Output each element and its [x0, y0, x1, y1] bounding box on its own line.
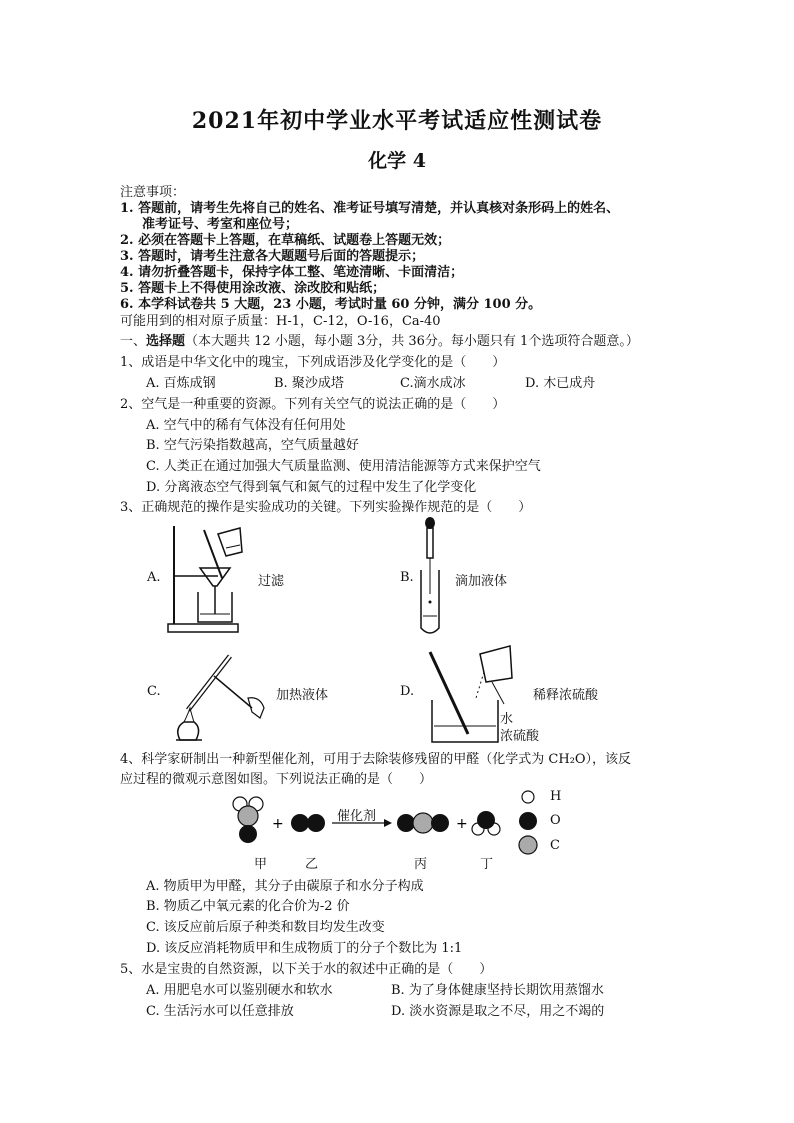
legend-o: O [550, 813, 561, 828]
filtration-apparatus-icon [160, 518, 245, 636]
oxygen-atom [291, 814, 309, 832]
q1-option-c: C.滴水成冰 [400, 376, 466, 391]
q3-stem: 3、正确规范的操作是实验成功的关键。下列实验操作规范的是（ ） [120, 500, 532, 515]
exam-title: 2021年初中学业水平考试适应性测试卷 [191, 108, 603, 134]
carbon-atom [238, 806, 258, 826]
q5-option-d: D. 淡水资源是取之不尽，用之不竭的 [391, 1004, 605, 1019]
catalyst-label: 催化剂 [337, 809, 377, 824]
q3-option-a-text: 过滤 [258, 574, 285, 589]
notice-item: 1. 答题前，请考生先将自己的姓名、准考证号填写清楚，并认真核对条形码上的姓名、 [120, 201, 620, 216]
notice-item: 4. 请勿折叠答题卡，保持字体工整、笔迹清晰、卡面清洁； [120, 265, 464, 280]
notice-item: 2. 必须在答题卡上答题，在草稿纸、试题卷上答题无效； [120, 233, 451, 248]
notice-item: 5. 答题卡上不得使用涂改液、涂改胶和贴纸； [120, 281, 386, 296]
heating-liquid-icon [168, 648, 268, 744]
oxygen-atom [397, 814, 415, 832]
q3-option-d-text: 稀释浓硫酸 [533, 688, 599, 703]
oxygen-atom [477, 811, 495, 829]
dropper-test-tube-icon [415, 516, 445, 640]
notice-heading: 注意事项： [120, 185, 186, 200]
reaction-diagram [228, 785, 578, 863]
q1-option-a: A. 百炼成钢 [146, 376, 216, 391]
q3-option-b-letter: B. [400, 570, 414, 585]
q1-option-d: D. 木已成舟 [525, 376, 596, 391]
notice-item: 6. 本学科试卷共 5 大题，23 小题，考试时量 60 分钟，满分 100 分。 [120, 297, 542, 312]
atomic-masses: 可能用到的相对原子质量：H-1，C-12，O-16，Ca-40 [120, 314, 441, 329]
q4-option-c: C. 该反应前后原子种类和数目均发生改变 [146, 920, 385, 935]
q3-option-b-text: 滴加液体 [455, 574, 508, 589]
oxygen-atom [307, 814, 325, 832]
q4-option-b: B. 物质乙中氧元素的化合价为-2 价 [146, 899, 350, 914]
q3-option-c-text: 加热液体 [276, 688, 329, 703]
q5-stem: 5、水是宝贵的自然资源，以下关于水的叙述中正确的是（ ） [120, 962, 493, 977]
label-ding: 丁 [480, 857, 494, 872]
legend-c: C [550, 838, 560, 853]
legend-h: H [550, 789, 562, 804]
label-bing: 丙 [414, 857, 428, 872]
q1-option-b: B. 聚沙成塔 [274, 376, 344, 391]
q1-stem: 1、成语是中华文化中的瑰宝，下列成语涉及化学变化的是（ ） [120, 355, 506, 370]
q2-option-a: A. 空气中的稀有气体没有任何用处 [146, 418, 346, 433]
q3-option-a-letter: A. [147, 570, 161, 585]
q4-option-a: A. 物质甲为甲醛，其分子由碳原子和水分子构成 [146, 879, 424, 894]
q3-option-d-letter: D. [400, 684, 415, 699]
q3-option-c-letter: C. [147, 684, 161, 699]
svg-text:+: + [456, 816, 468, 832]
q2-option-d: D. 分离液态空气得到氧气和氮气的过程中发生了化学变化 [146, 480, 477, 495]
q3-water-label: 水 [500, 712, 514, 727]
q5-option-c: C. 生活污水可以任意排放 [146, 1004, 294, 1019]
q3-acid-label: 浓硫酸 [500, 729, 540, 744]
q5-option-a: A. 用肥皂水可以鉴别硬水和软水 [146, 983, 333, 998]
q2-stem: 2、空气是一种重要的资源。下列有关空气的说法正确的是（ ） [120, 397, 506, 412]
oxygen-atom [239, 825, 257, 843]
oxygen-atom [431, 814, 449, 832]
q5-option-b: B. 为了身体健康坚持长期饮用蒸馏水 [391, 983, 604, 998]
notice-item: 3. 答题时，请考生注意各大题题号后面的答题提示； [120, 249, 425, 264]
q2-option-c: C. 人类正在通过加强大气质量监测、使用清洁能源等方式来保护空气 [146, 459, 541, 474]
q2-option-b: B. 空气污染指数越高，空气质量越好 [146, 438, 359, 453]
exam-subtitle: 化学 4 [368, 150, 426, 172]
carbon-atom [413, 813, 433, 833]
label-jia: 甲 [254, 857, 268, 872]
svg-text:+: + [272, 816, 284, 832]
notice-item: 准考证号、考室和座位号； [142, 217, 299, 232]
q4-stem-line2: 应过程的微观示意图如图。下列说法正确的是（ ） [120, 772, 433, 787]
label-yi: 乙 [305, 857, 319, 872]
q4-option-d: D. 该反应消耗物质甲和生成物质丁的分子个数比为 1:1 [146, 941, 463, 956]
q4-stem-line1: 4、科学家研制出一种新型催化剂，可用于去除装修残留的甲醛（化学式为 CH₂O），该反 [120, 752, 632, 767]
section-heading: 一、选择题（本大题共 12 小题，每小题 3分，共 36分。每小题只有 1个选项符合题意。） [120, 334, 639, 349]
